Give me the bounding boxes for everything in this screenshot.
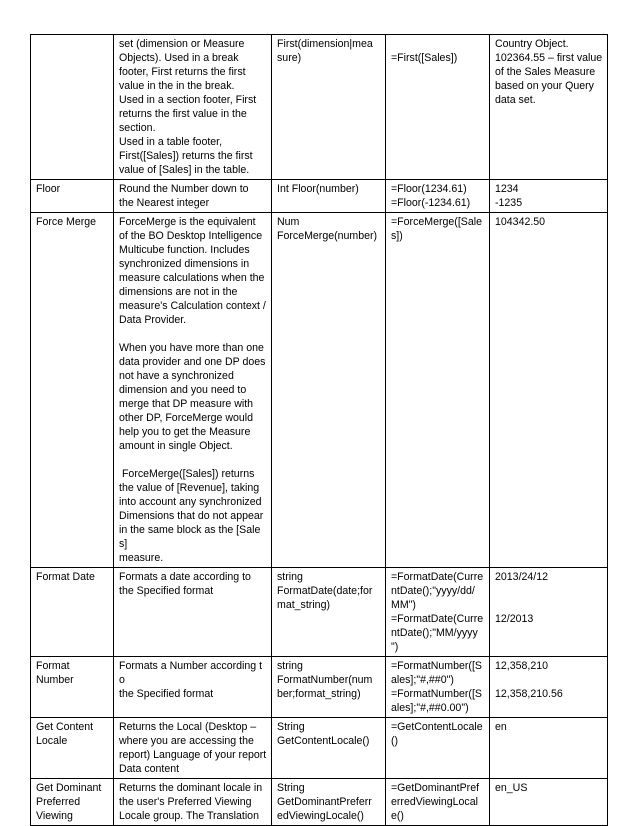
description-cell: set (dimension or Measure Objects). Used in a break footer, First returns the first value in the in the break. Used in a section footer, First returns the first value in the section. Used in a table footer, First([Sales]) returns the first value of [Sales] in the table. — [114, 35, 272, 180]
result-cell: 104342.50 — [490, 213, 608, 568]
example-cell: =Floor(1234.61) =Floor(-1234.61) — [386, 180, 490, 213]
syntax-cell: String GetContentLocale() — [272, 718, 386, 779]
function-name-cell: Force Merge — [31, 213, 114, 568]
syntax-cell: Int Floor(number) — [272, 180, 386, 213]
table-row — [31, 213, 608, 568]
result-cell: en — [490, 718, 608, 779]
syntax-cell: string FormatNumber(num ber;format_string) — [272, 657, 386, 718]
syntax-cell: string FormatDate(date;for mat_string) — [272, 568, 386, 657]
table-row — [31, 657, 608, 718]
table-row — [31, 779, 608, 826]
description-cell: Returns the dominant locale in the user's Preferred Viewing Locale group. The Translation — [114, 779, 272, 826]
table-row — [31, 35, 608, 180]
result-cell: en_US — [490, 779, 608, 826]
result-cell: 1234 -1235 — [490, 180, 608, 213]
table-row — [31, 568, 608, 657]
function-name-cell: Format Number — [31, 657, 114, 718]
example-cell: =GetDominantPref erredViewingLocal e() — [386, 779, 490, 826]
syntax-cell: String GetDominantPreferr edViewingLocale() — [272, 779, 386, 826]
example-cell: =First([Sales]) — [386, 35, 490, 180]
table-row — [31, 718, 608, 779]
example-cell: =GetContentLocale () — [386, 718, 490, 779]
function-name-cell: Get Content Locale — [31, 718, 114, 779]
result-cell: 2013/24/12 12/2013 — [490, 568, 608, 657]
function-name-cell: Get Dominant Preferred Viewing — [31, 779, 114, 826]
result-cell: Country Object. 102364.55 – first value of the Sales Measure based on your Query data set. — [490, 35, 608, 180]
description-cell: ForceMerge is the equivalent of the BO Desktop Intelligence Multicube function. Includes synchronized dimensions in measure calculations when the dimensions are not in the measure's Calculation context / Data Provider. When you have more than one data provider and one DP does not have a synchronized dimension and you need to merge that DP measure with other DP, ForceMerge would help you to get the Measure amount in single Object. ForceMerge([Sales]) returns the value of [Revenue], taking into account any synchronized Dimensions that do not appear in the same block as the [Sales] measure. — [114, 213, 272, 568]
syntax-cell: Num ForceMerge(number) — [272, 213, 386, 568]
example-cell: =ForceMerge([Sale s]) — [386, 213, 490, 568]
description-cell: Round the Number down to the Nearest integer — [114, 180, 272, 213]
function-name-cell: Floor — [31, 180, 114, 213]
result-cell: 12,358,210 12,358,210.56 — [490, 657, 608, 718]
functions-table — [30, 34, 608, 826]
example-cell: =FormatNumber([S ales];"#,##0") =FormatNumber([S ales];"#,##0.00") — [386, 657, 490, 718]
description-cell: Formats a date according to the Specified format — [114, 568, 272, 657]
function-name-cell — [31, 35, 114, 180]
syntax-cell: First(dimension|mea sure) — [272, 35, 386, 180]
table-row — [31, 180, 608, 213]
example-cell: =FormatDate(Curre ntDate();"yyyy/dd/ MM") =FormatDate(Curre ntDate();"MM/yyyy ") — [386, 568, 490, 657]
description-cell: Returns the Local (Desktop – where you are accessing the report) Language of your report Data content — [114, 718, 272, 779]
function-name-cell: Format Date — [31, 568, 114, 657]
description-cell: Formats a Number according to the Specified format — [114, 657, 272, 718]
